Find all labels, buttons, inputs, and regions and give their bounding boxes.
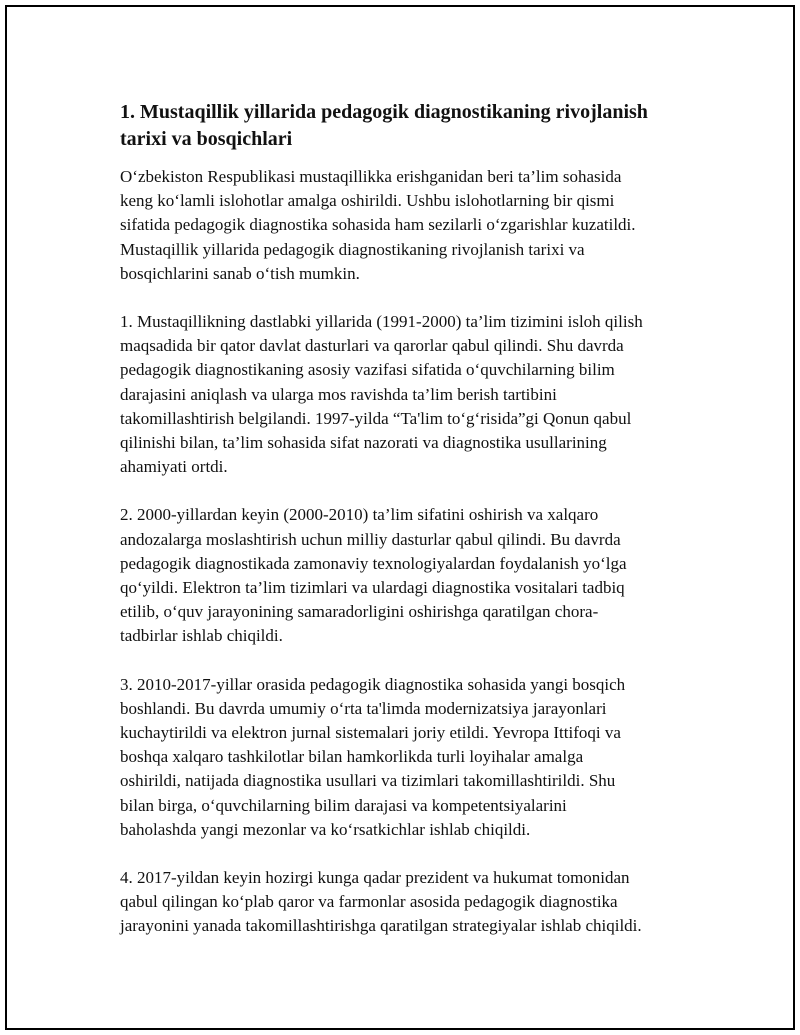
text-line: boshqa xalqaro tashkilotlar bilan hamkorlikda turli loyihalar amalga — [120, 747, 584, 767]
heading-line: tarixi va bosqichlari — [120, 128, 293, 150]
text-line: keng ko‘lamli islohotlar amalga oshirildi. Ushbu islohotlarning bir qismi — [120, 191, 615, 211]
text-line: O‘zbekiston Respublikasi mustaqillikka erishganidan beri ta’lim sohasida — [120, 167, 622, 186]
text-line: qo‘yildi. Elektron ta’lim tizimlari va ulardagi diagnostika vositalari tadbiq — [120, 578, 625, 598]
text-line: ahamiyati ortdi. — [120, 457, 228, 477]
section-heading — [120, 99, 700, 153]
heading-line: 1. Mustaqillik yillarida pedagogik diagnostikaning rivojlanish — [120, 101, 648, 123]
text-line: Mustaqillik yillarida pedagogik diagnostikaning rivojlanish tarixi va — [120, 239, 585, 259]
text-line: 3. 2010-2017-yillar orasida pedagogik diagnostika sohasida yangi bosqich — [120, 674, 626, 694]
text-line: jarayonini yanada takomillashtirishga qaratilgan strategiyalar ishlab chiqildi. — [120, 916, 642, 936]
text-line: boshlandi. Bu davrda umumiy o‘rta ta'limda modernizatsiya jarayonlari — [120, 698, 607, 718]
document-body — [120, 99, 700, 963]
text-line: darajasini aniqlash va ularga mos ravishda ta’lim berish tartibini — [120, 384, 557, 404]
text-line: qabul qilingan ko‘plab qaror va farmonlar asosida pedagogik diagnostika — [120, 892, 618, 912]
stage-3-paragraph — [120, 673, 700, 842]
text-line: sifatida pedagogik diagnostika sohasida ham sezilarli o‘zgarishlar kuzatildi. — [120, 215, 636, 235]
text-line: pedagogik diagnostikada zamonaviy texnologiyalardan foydalanish yo‘lga — [120, 553, 627, 573]
text-line: pedagogik diagnostikaning asosiy vazifasi sifatida o‘quvchilarning bilim — [120, 360, 615, 380]
stage-1-paragraph — [120, 310, 700, 479]
text-line: 1. Mustaqillikning dastlabki yillarida (1991-2000) ta’lim tizimini isloh qilish — [120, 312, 643, 332]
text-line: bilan birga, o‘quvchilarning bilim darajasi va kompetentsiyalarini — [120, 795, 567, 815]
text-line: takomillashtirish belgilandi. 1997-yilda “Ta'lim to‘g‘risida”gi Qonun qabul — [120, 408, 632, 428]
text-line: bosqichlarini sanab o‘tish mumkin. — [120, 263, 360, 283]
text-line: 2. 2000-yillardan keyin (2000-2010) ta’lim sifatini oshirish va xalqaro — [120, 505, 599, 525]
text-line: tadbirlar ishlab chiqildi. — [120, 626, 283, 646]
page-frame — [5, 5, 795, 1030]
text-line: oshirildi, natijada diagnostika usullari va tizimlari takomillashtirildi. Shu — [120, 771, 616, 791]
intro-paragraph — [120, 165, 700, 286]
text-line: qilinishi bilan, ta’lim sohasida sifat nazorati va diagnostika usullarining — [120, 433, 607, 453]
text-line: etilib, o‘quv jarayonining samaradorligini oshirishga qaratilgan chora- — [120, 602, 599, 622]
stage-4-paragraph — [120, 866, 700, 939]
text-line: maqsadida bir qator davlat dasturlari va qarorlar qabul qilindi. Shu davrda — [120, 336, 624, 356]
text-line: 4. 2017-yildan keyin hozirgi kunga qadar prezident va hukumat tomonidan — [120, 868, 630, 888]
text-line: andozalarga moslashtirish uchun milliy dasturlar qabul qilindi. Bu davrda — [120, 529, 621, 549]
text-line: baholashda yangi mezonlar va ko‘rsatkichlar ishlab chiqildi. — [120, 819, 531, 839]
text-line: kuchaytirildi va elektron jurnal sistemalari joriy etildi. Yevropa Ittifoqi va — [120, 723, 621, 743]
stage-2-paragraph — [120, 503, 700, 648]
